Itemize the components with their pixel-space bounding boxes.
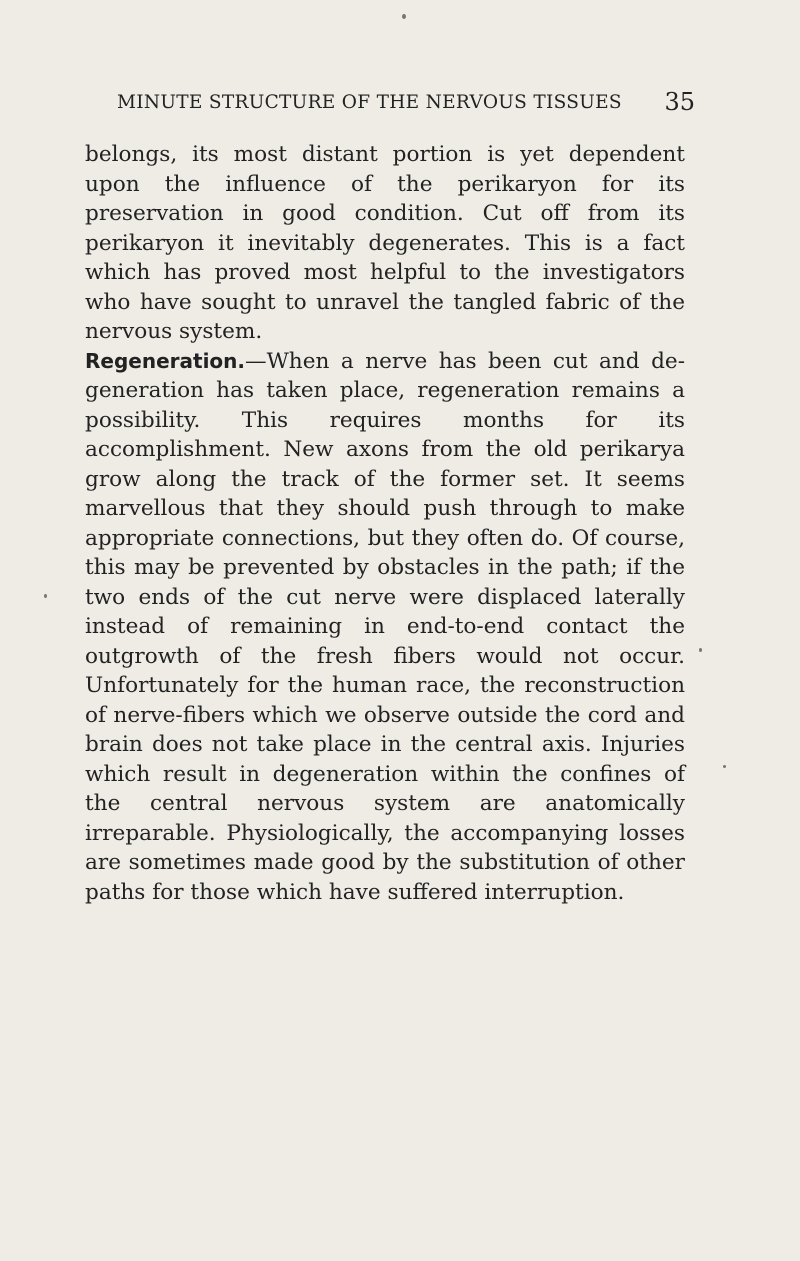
print-speck (699, 648, 702, 652)
paragraph-regeneration (85, 347, 685, 908)
print-speck (723, 765, 726, 768)
print-speck (44, 594, 47, 598)
body-text (85, 140, 685, 907)
page-number: 35 (664, 88, 695, 116)
running-title: MINUTE STRUCTURE OF THE NERVOUS TISSUES (117, 92, 622, 113)
page-header (85, 88, 695, 122)
paragraph-continuation (85, 140, 685, 347)
print-speck (402, 14, 406, 19)
section-heading: Regeneration. (85, 348, 245, 373)
paragraph-text: belongs, its most distant portion is yet dependent upon the influence of the perikaryon for its preservation in good condition. Cut off from its perikaryon it inevitably degenerates. This is a fact which has proved most helpful to the investigators who have sought to unravel the tangled fabric of the nervous system. (85, 142, 685, 344)
paragraph-text: —When a nerve has been cut and degeneration has taken place, regeneration remains a possibility. This requires months for its accomplishment. New axons from the old perikarya grow along the track of the former set. It seems marvellous that they should push through to make appropriate connections, but they often do. Of course, this may be prevented by obstacles in the path; if the two ends of the cut nerve were displaced laterally instead of remaining in end-to-end contact the outgrowth of the fresh fibers would not occur. Unfortunately for the human race, the reconstruction of nerve-fibers which we observe outside the cord and brain does not take place in the central axis. Injuries which result in degeneration within the confines of the central nervous system are anatomically irreparable. Physiologically, the accompanying losses are sometimes made good by the substitution of other paths for those which have suffered interruption. (85, 348, 685, 905)
